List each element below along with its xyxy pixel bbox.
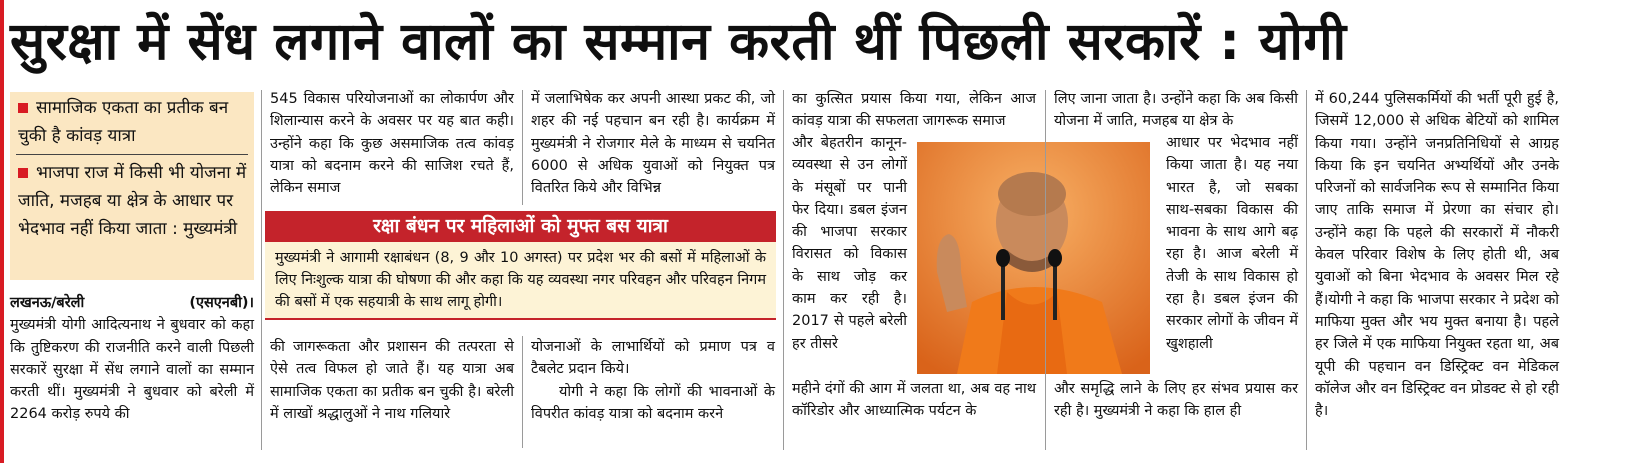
column-3-top: में जलाभिषेक कर अपनी आस्था प्रकट की, जो शहर की नई पहचान बन रही है। कार्यक्रम में मुख्यमंत्री ने रोजगार मेले के माध्यम से चयनित 6000 से अधिक युवाओं को नियुक्त पत्र वितरित किये और विभिन्न: [531, 91, 775, 197]
highlight-item: सामाजिक एकता का प्रतीक बन चुकी है कांवड़ यात्रा: [18, 98, 229, 146]
speaker-photo-image: [917, 142, 1150, 374]
page-edge-rule: [0, 0, 4, 463]
highlights-box: [10, 92, 254, 280]
column-2-top: 545 विकास परियोजनाओं का लोकार्पण और शिलान्यास करने के अवसर पर यह बात कही। उन्होंने कहा कि कुछ असमाजिक तत्व कांवड़ यात्रा को बदनाम करने की साजिश रचते हैं, लेकिन समाज: [270, 91, 514, 197]
column-6: में 60,244 पुलिसकर्मियों की भर्ती पूरी हुई है, जिसमें 12,000 से अधिक बेटियों को शामिल किया गया। उन्होंने जनप्रतिनिधियों से आग्रह किया कि इन चयनित अभ्यर्थियों और उनके परिजनों को सार्वजनिक रूप से सम्मानित किया जाए ताकि समाज में प्रेरणा का संचार हो। उन्होंने कहा कि पहले की सरकारों में नौकरी केवल परिवार विशेष के लिए होती थी, अब युवाओं को बिना भेदभाव के अवसर मिल रहे हैं।योगी ने कहा कि भाजपा सरकार ने प्रदेश को माफिया मुक्त और भय मुक्त बनाया है। पहले हर जिले में एक माफिया नियुक्त रहता था, अब यूपी की पहचान वन डिस्ट्रिक्ट वन मेडिकल कॉलेज और वन डिस्ट्रिक्ट वन प्रोडक्ट से हो रही है।: [1315, 91, 1559, 420]
column-5-top: लिए जाना जाता है। उन्होंने कहा कि अब किसी योजना में जाति, मजहब या क्षेत्र के: [1054, 91, 1298, 130]
dateline-place: लखनऊ/बरेली: [10, 295, 85, 311]
column-rule: [783, 90, 784, 450]
divider: [16, 154, 248, 155]
sidebar-box-text: मुख्यमंत्री ने आगामी रक्षाबंधन (8, 9 और 10 अगस्त) पर प्रदेश भर की बसों में महिलाओं के लिए निःशुल्क यात्रा की घोषणा की और कहा कि यह व्यवस्था नगर परिवहन और परिवहन निगम की बसों में एक सहयात्री के साथ लागू होगी।: [265, 242, 776, 320]
column-rule: [522, 90, 523, 205]
headline: सुरक्षा में सेंध लगाने वालों का सम्मान करती थीं पिछली सरकारें : योगी: [10, 12, 1347, 72]
article-lead: मुख्यमंत्री योगी आदित्यनाथ ने बुधवार को कहा कि तुष्टिकरण की राजनीति करने वाली पिछली सरकारें सुरक्षा में सेंध लगाने वालों का सम्मान करती थीं। मुख्यमंत्री ने बुधवार को बरेली में 2264 करोड़ रुपये की: [10, 317, 254, 423]
column-rule: [1045, 90, 1046, 450]
paragraph: योगी ने कहा कि लोगों की भावनाओं के विपरीत कांवड़ यात्रा को बदनाम करने: [531, 383, 775, 422]
paragraph: योजनाओं के लाभार्थियों को प्रमाण पत्र व टैबलेट प्रदान किये।: [531, 339, 775, 378]
highlight-item: भाजपा राज में किसी भी योजना में जाति, मजहब या क्षेत्र के आधार पर भेदभाव नहीं किया जाता : मुख्यमंत्री: [18, 163, 247, 239]
column-5-bottom: और समृद्धि लाने के लिए हर संभव प्रयास कर रही है। मुख्यमंत्री ने कहा कि हाल ही: [1054, 381, 1298, 420]
column-3-bottom: [531, 336, 775, 425]
bullet-square-icon: [18, 103, 28, 113]
bullet-square-icon: [18, 168, 28, 178]
column-rule: [1306, 90, 1307, 450]
news-photo: [917, 142, 1150, 374]
column-2-bottom: की जागरूकता और प्रशासन की तत्परता से ऐसे तत्व विफल हो जाते हैं। यह यात्रा अब सामाजिक एकता का प्रतीक बन चुकी है। बरेली में लाखों श्रद्धालुओं ने नाथ गलियारे: [270, 339, 514, 422]
column-rule: [261, 90, 262, 450]
column-rule: [522, 336, 523, 448]
dateline: [10, 292, 254, 314]
column-4-bottom: महीने दंगों की आग में जलता था, अब वह नाथ कॉरिडोर और आध्यात्मिक पर्यटन के: [792, 381, 1036, 420]
dateline-agency: (एसएनबी)।: [189, 295, 254, 311]
column-4-wrap: और बेहतरीन कानून-व्यवस्था से उन लोगों के मंसूबों पर पानी फेर दिया। डबल इंजन की भाजपा सरकार विरासत को विकास के साथ जोड़ कर काम कर रही है। 2017 से पहले बरेली हर तीसरे: [792, 135, 907, 352]
column-1-lower: [10, 292, 254, 426]
column-4-top: का कुत्सित प्रयास किया गया, लेकिन आज कांवड़ यात्रा की सफलता जागरूक समाज: [792, 91, 1036, 130]
column-5-wrap: आधार पर भेदभाव नहीं किया जाता है। यह नया भारत है, जो सबका साथ-सबका विकास की भावना के साथ आगे बढ़ रहा है। आज बरेली में तेजी के साथ विकास हो रहा है। डबल इंजन की सरकार लोगों के जीवन में खुशहाली: [1166, 135, 1298, 352]
sidebar-banner: रक्षा बंधन पर महिलाओं को मुफ्त बस यात्रा: [265, 211, 776, 242]
